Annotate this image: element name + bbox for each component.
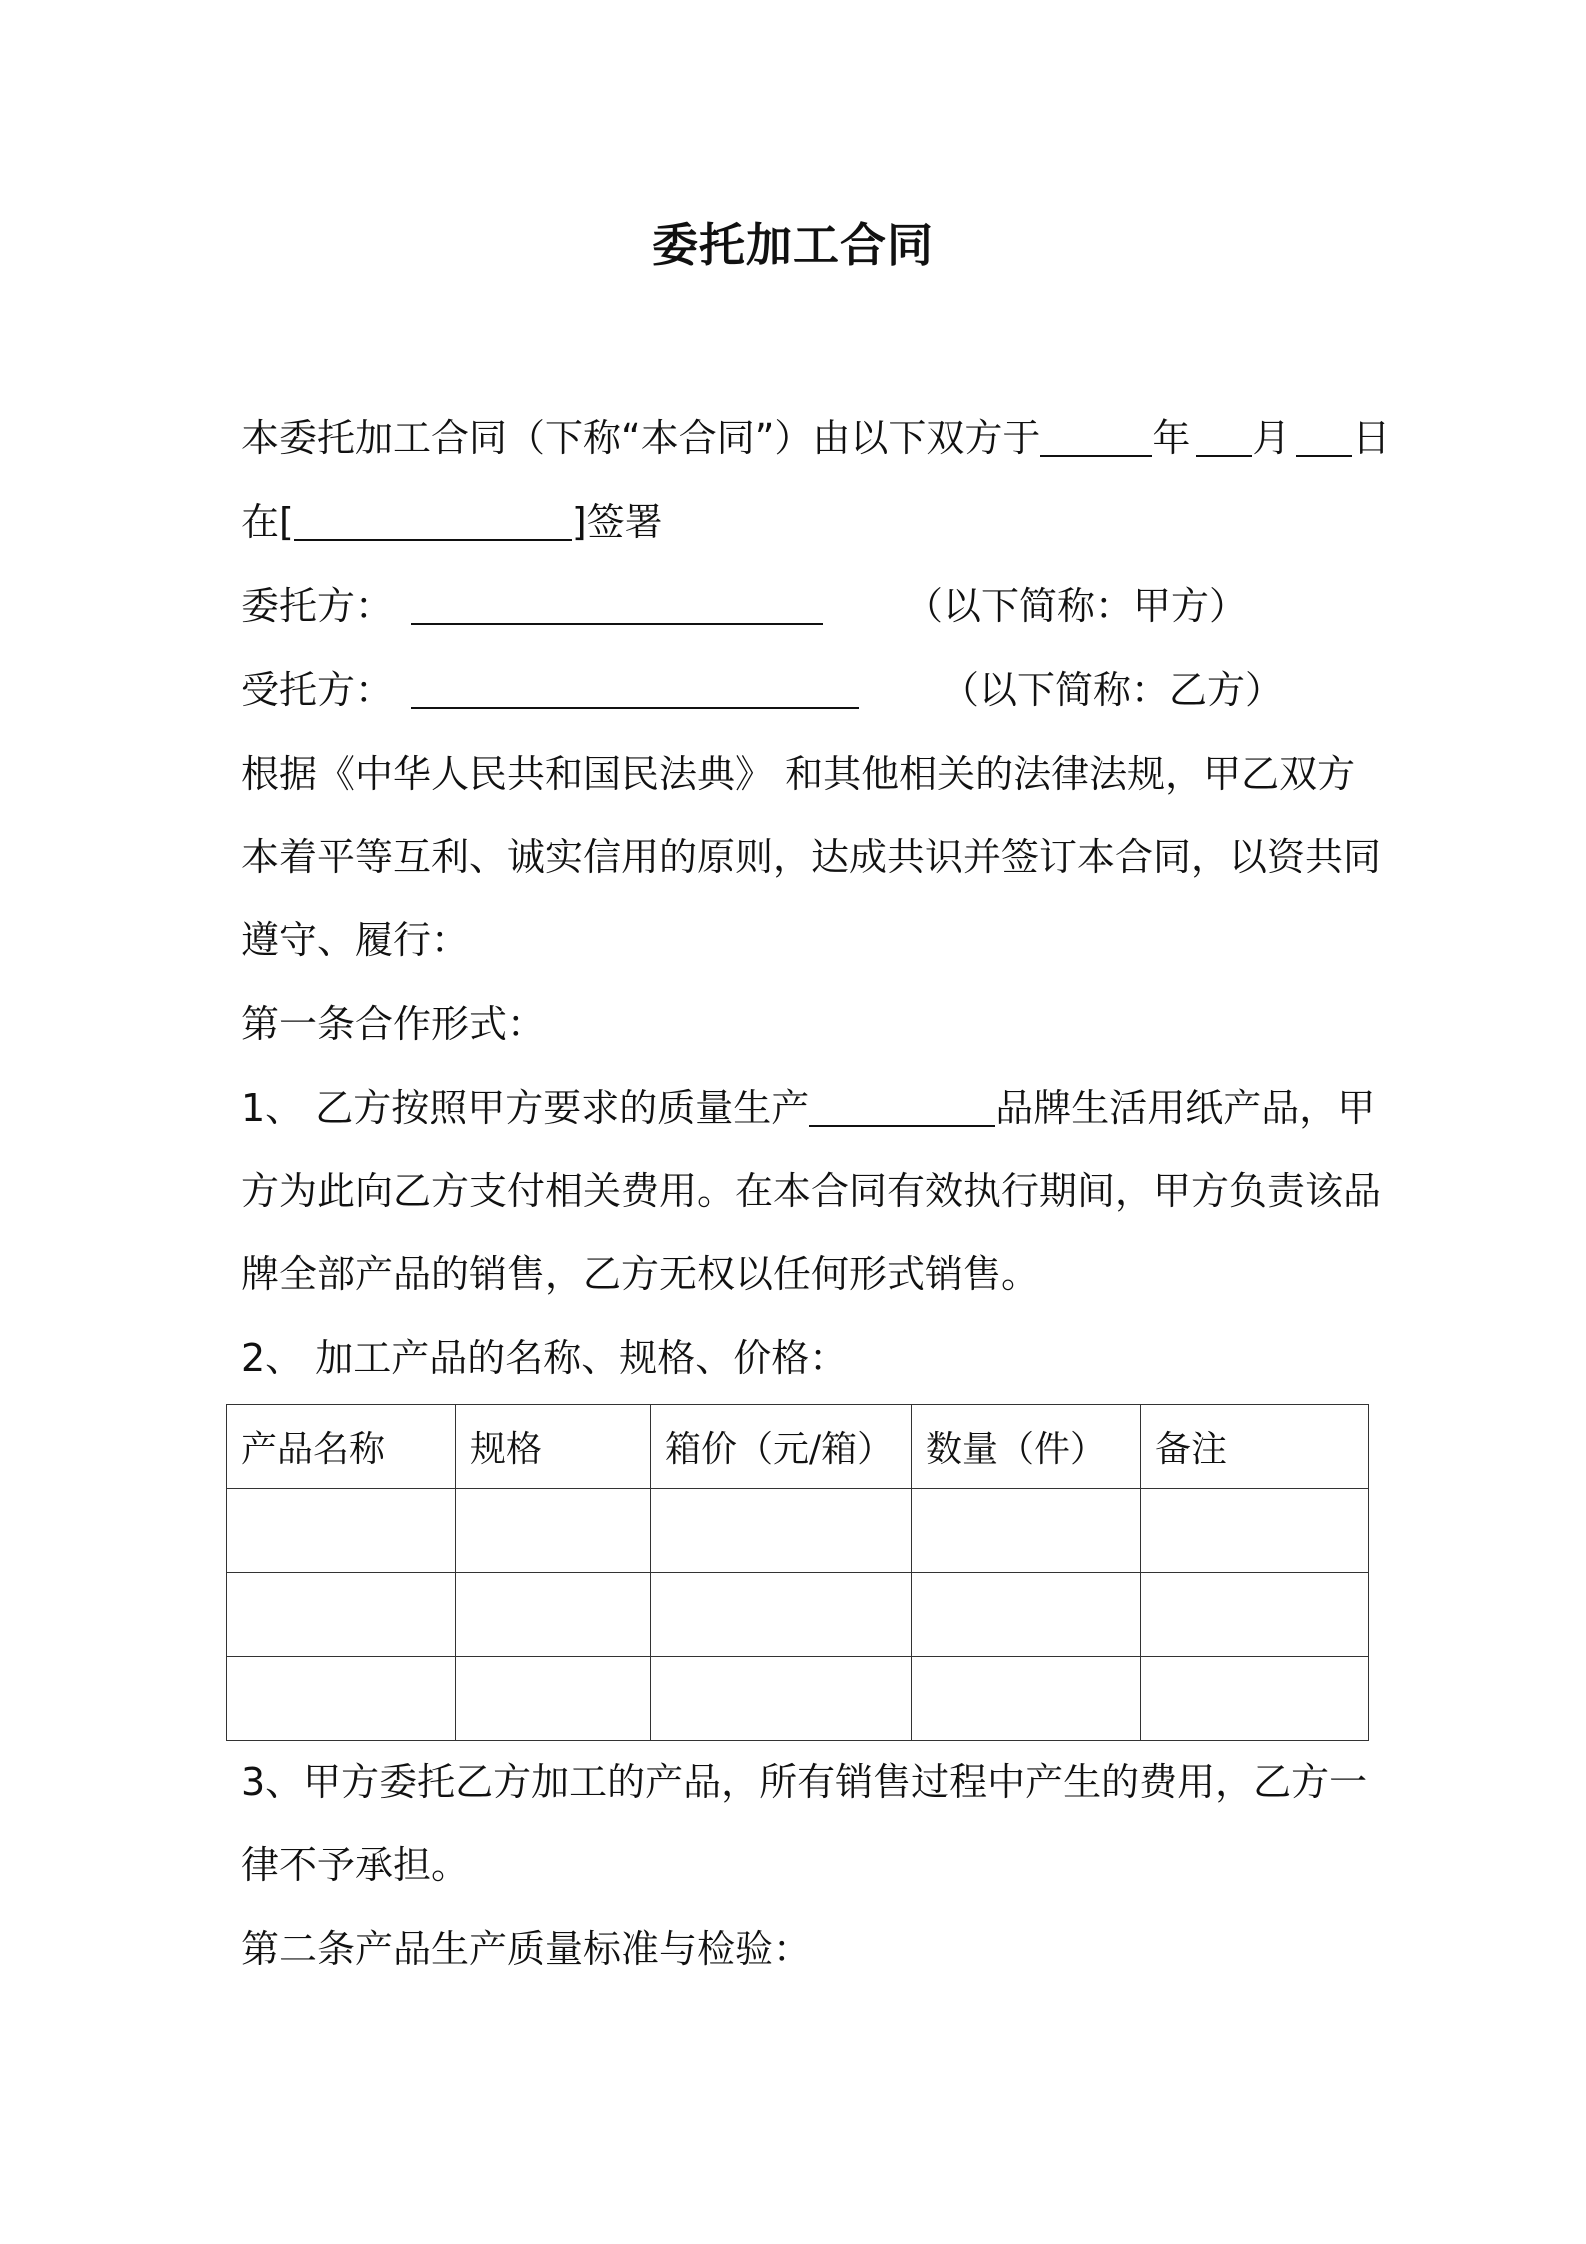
intro-line — [241, 402, 1391, 474]
table-cell — [651, 1657, 912, 1741]
basis-line-1: 根据《中华人民共和国民法典》 和其他相关的法律法规，甲乙双方 — [241, 752, 1356, 796]
clause-1-line-1 — [241, 1072, 1376, 1144]
header-box-price: 箱价（元/箱） — [651, 1405, 912, 1489]
table-row — [227, 1657, 1369, 1741]
party-a-alias: （以下简称：甲方） — [905, 584, 1248, 628]
month-label: 月 — [1252, 416, 1291, 460]
table-cell — [227, 1489, 456, 1573]
table-cell — [456, 1489, 651, 1573]
article-1-heading: 第一条合作形式： — [241, 1002, 546, 1046]
party-a-label: 委托方： — [241, 584, 394, 628]
clause-1-text-b: 品牌生活用纸产品，甲 — [995, 1086, 1376, 1130]
header-product-name: 产品名称 — [227, 1405, 456, 1489]
table-cell — [456, 1573, 651, 1657]
table-cell — [651, 1573, 912, 1657]
table-cell — [1141, 1573, 1369, 1657]
table-cell — [912, 1489, 1141, 1573]
clause-1-line-3: 牌全部产品的销售，乙方无权以任何形式销售。 — [241, 1252, 1040, 1296]
month-blank — [1196, 407, 1252, 457]
table-cell — [912, 1573, 1141, 1657]
clause-3-line-2: 律不予承担。 — [241, 1843, 470, 1887]
party-b-line — [241, 654, 1361, 726]
place-prefix: 在[ — [241, 500, 294, 544]
clause-1-line-2: 方为此向乙方支付相关费用。在本合同有效执行期间，甲方负责该品 — [241, 1169, 1382, 1213]
party-a-line — [241, 570, 1361, 642]
party-a-blank — [411, 575, 823, 625]
day-blank — [1296, 407, 1352, 457]
party-b-label: 受托方： — [241, 668, 394, 712]
table-cell — [912, 1657, 1141, 1741]
header-spec: 规格 — [456, 1405, 651, 1489]
brand-blank — [809, 1077, 995, 1127]
header-remarks: 备注 — [1141, 1405, 1369, 1489]
year-label: 年 — [1152, 416, 1191, 460]
table-cell — [227, 1573, 456, 1657]
header-quantity: 数量（件） — [912, 1405, 1141, 1489]
place-blank — [294, 491, 572, 541]
intro-text: 本委托加工合同（下称“本合同”）由以下双方于 — [241, 416, 1041, 460]
table-cell — [1141, 1657, 1369, 1741]
party-b-alias: （以下简称：乙方） — [941, 668, 1284, 712]
table-cell — [651, 1489, 912, 1573]
table-cell — [456, 1657, 651, 1741]
article-2-heading: 第二条产品生产质量标准与检验： — [241, 1927, 812, 1971]
basis-line-2: 本着平等互利、诚实信用的原则，达成共识并签订本合同，以资共同 — [241, 835, 1382, 879]
table-cell — [227, 1657, 456, 1741]
table-cell — [1141, 1489, 1369, 1573]
table-row — [227, 1573, 1369, 1657]
party-b-blank — [411, 659, 859, 709]
table-row — [227, 1489, 1369, 1573]
product-table — [226, 1404, 1369, 1741]
place-suffix: ]签署 — [571, 500, 663, 544]
signing-place-line — [241, 486, 1361, 558]
clause-2: 2、 加工产品的名称、规格、价格： — [241, 1336, 848, 1380]
basis-line-3: 遵守、履行： — [241, 918, 470, 962]
day-label: 日 — [1352, 416, 1391, 460]
document-title: 委托加工合同 — [652, 218, 934, 272]
clause-1-text-a: 1、 乙方按照甲方要求的质量生产 — [241, 1086, 810, 1130]
table-header-row — [227, 1405, 1369, 1489]
year-blank — [1040, 407, 1152, 457]
clause-3-line-1: 3、甲方委托乙方加工的产品，所有销售过程中产生的费用，乙方一 — [241, 1760, 1368, 1804]
